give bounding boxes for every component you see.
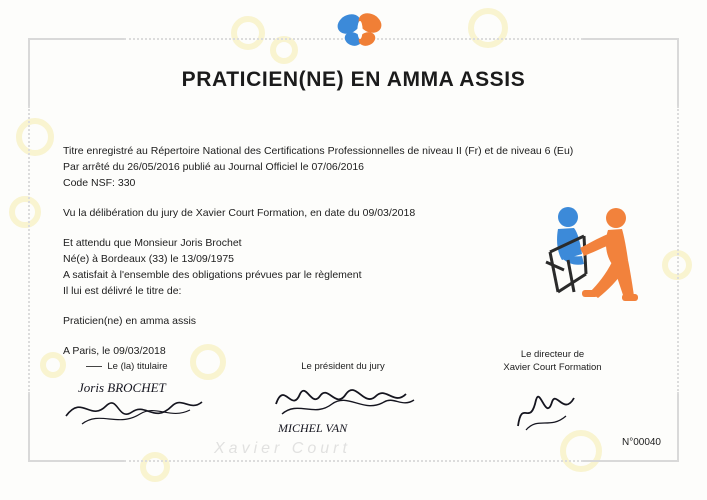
signature-label-line1: Le directeur de bbox=[520, 349, 585, 360]
butterfly-icon bbox=[331, 8, 389, 52]
text-line: Titre enregistré au Répertoire National des Certifications Professionnelles de niveau II (Fr) et de niveau 6 (Eu) bbox=[63, 145, 574, 157]
svg-text:Joris BROCHET: Joris BROCHET bbox=[78, 380, 166, 395]
decorative-circle bbox=[560, 430, 602, 472]
svg-text:MICHEL VAN: MICHEL VAN bbox=[278, 421, 348, 435]
signature-block-president bbox=[263, 360, 423, 373]
border-frame-segment bbox=[28, 460, 124, 462]
paragraph-place-date bbox=[63, 343, 533, 359]
background-watermark: Xavier Court bbox=[214, 440, 351, 457]
signature-ink-president bbox=[268, 374, 428, 438]
signature-dash bbox=[86, 366, 102, 367]
signature-block-directeur bbox=[470, 348, 635, 374]
decorative-circle bbox=[140, 452, 170, 482]
text-line: Code NSF: 330 bbox=[63, 177, 136, 189]
page-title: PRATICIEN(NE) EN AMMA ASSIS bbox=[181, 68, 526, 91]
text-line: A Paris, le 09/03/2018 bbox=[63, 345, 166, 357]
signature-label: Le (la) titulaire bbox=[107, 361, 168, 372]
signature-label-line2: Xavier Court Formation bbox=[503, 362, 602, 373]
text-line: Né(e) à Bordeaux (33) le 13/09/1975 bbox=[63, 253, 235, 265]
serial-number: N°00040 bbox=[621, 437, 661, 448]
border-frame-segment bbox=[28, 38, 124, 40]
text-line: Et attendu que Monsieur Joris Brochet bbox=[63, 237, 242, 249]
decorative-circle bbox=[16, 118, 54, 156]
paragraph-jury bbox=[63, 205, 533, 221]
text-line: Il lui est délivré le titre de: bbox=[63, 285, 182, 297]
massage-figures-icon bbox=[524, 200, 648, 320]
decorative-circle bbox=[270, 36, 298, 64]
border-frame-dotted bbox=[124, 460, 583, 462]
paragraph-awarded-title bbox=[63, 313, 533, 329]
decorative-circle bbox=[9, 196, 41, 228]
text-line: Vu la délibération du jury de Xavier Court Formation, en date du 09/03/2018 bbox=[63, 207, 416, 219]
border-frame-segment bbox=[583, 460, 679, 462]
signature-block-titulaire bbox=[52, 360, 202, 373]
border-frame-segment bbox=[583, 38, 679, 40]
text-line: Par arrêté du 26/05/2016 publié au Journal Officiel le 07/06/2016 bbox=[63, 161, 365, 173]
text-line: Praticien(ne) en amma assis bbox=[63, 315, 197, 327]
signature-ink-directeur bbox=[508, 382, 598, 438]
decorative-circle bbox=[468, 8, 508, 48]
signature-label: Le président du jury bbox=[301, 361, 385, 372]
paragraph-recipient bbox=[63, 235, 533, 299]
text-line: A satisfait à l'ensemble des obligations prévues par le règlement bbox=[63, 269, 362, 281]
border-frame-segment bbox=[677, 394, 679, 462]
paragraph-registration bbox=[63, 143, 574, 191]
border-frame-segment bbox=[28, 394, 30, 462]
signature-ink-titulaire bbox=[60, 372, 210, 434]
border-frame-dotted bbox=[28, 106, 30, 394]
border-frame-dotted bbox=[677, 106, 679, 394]
decorative-circle bbox=[231, 16, 265, 50]
